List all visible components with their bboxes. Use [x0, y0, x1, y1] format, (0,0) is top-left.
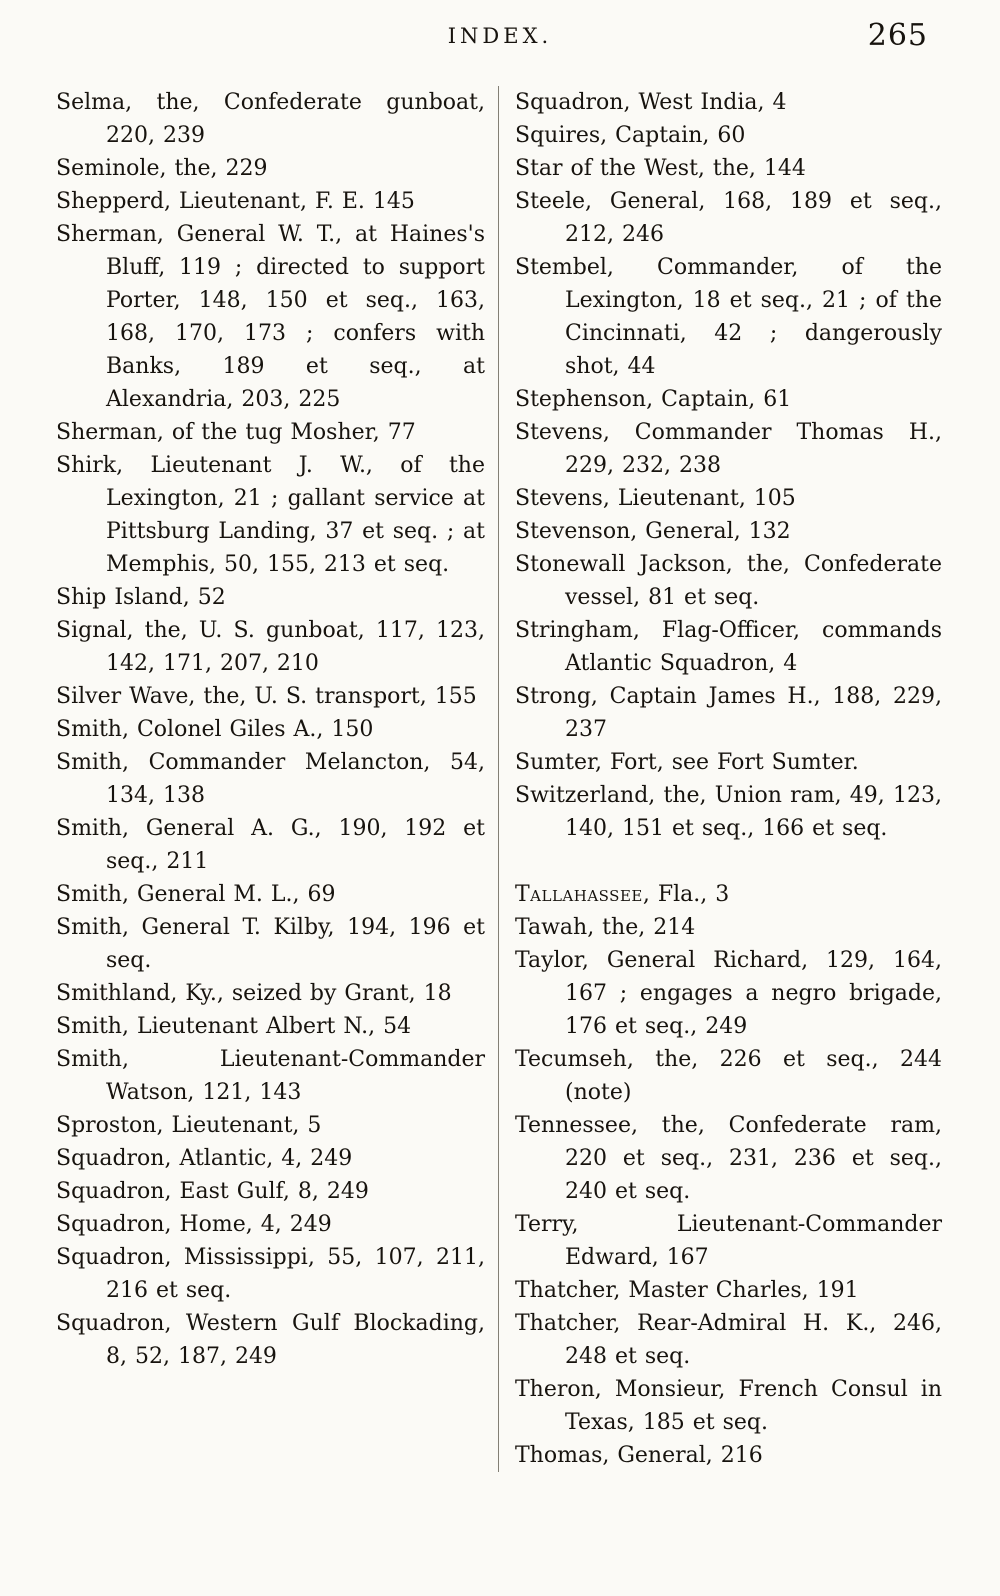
index-entry: Sherman, General W. T., at Haines's Bluff, 119 ; directed to support Porter, 148, 150 et seq., 163, 168, 170, 173 ; confers with Banks, 189 et seq., at Alexandria, 203, 225 [56, 222, 485, 412]
index-entry: Squadron, Atlantic, 4, 249 [56, 1146, 353, 1171]
index-entry: Smith, General A. G., 190, 192 et seq., 211 [56, 816, 485, 874]
index-entry: Signal, the, U. S. gunboat, 117, 123, 142, 171, 207, 210 [56, 618, 485, 676]
index-entry: Tecumseh, the, 226 et seq., 244 (note) [515, 1047, 942, 1105]
index-entry: Smith, Commander Melancton, 54, 134, 138 [56, 750, 485, 808]
index-entry: Thatcher, Rear-Admiral H. K., 246, 248 et seq. [515, 1311, 942, 1369]
index-entry: Theron, Monsieur, French Consul in Texas, 185 et seq. [515, 1377, 942, 1435]
index-column-left [56, 86, 499, 1472]
index-entry: Smith, Lieutenant Albert N., 54 [56, 1014, 412, 1039]
index-column-right [499, 86, 942, 1472]
index-entry: Stonewall Jackson, the, Confederate vessel, 81 et seq. [515, 552, 942, 610]
page-header [0, 18, 1000, 70]
index-entry: Shepperd, Lieutenant, F. E. 145 [56, 189, 415, 214]
index-entry: Squadron, East Gulf, 8, 249 [56, 1179, 369, 1204]
index-entry: Thatcher, Master Charles, 191 [515, 1278, 859, 1303]
index-entry: Tawah, the, 214 [515, 915, 696, 940]
index-entry: Thomas, General, 216 [515, 1443, 763, 1468]
page-title: INDEX. [447, 24, 553, 48]
index-entry: Selma, the, Confederate gunboat, 220, 239 [56, 90, 485, 148]
index-entry-lead: Tallahassee [515, 882, 643, 907]
index-entry: Ship Island, 52 [56, 585, 226, 610]
index-entry: Squires, Captain, 60 [515, 123, 746, 148]
index-entry: Stevenson, General, 132 [515, 519, 791, 544]
index-entry: Sproston, Lieutenant, 5 [56, 1113, 322, 1138]
index-entry: Stevens, Lieutenant, 105 [515, 486, 796, 511]
index-entry: Smith, General T. Kilby, 194, 196 et seq. [56, 915, 485, 973]
index-entry: Squadron, Mississippi, 55, 107, 211, 216 et seq. [56, 1245, 485, 1303]
index-entry: Sherman, of the tug Mosher, 77 [56, 420, 416, 445]
index-entry: Smith, General M. L., 69 [56, 882, 336, 907]
page-number: 265 [867, 18, 928, 53]
index-entry: Star of the West, the, 144 [515, 156, 806, 181]
index-entry: Stevens, Commander Thomas H., 229, 232, 238 [515, 420, 942, 478]
index-entry: Stringham, Flag-Officer, commands Atlantic Squadron, 4 [515, 618, 942, 676]
index-entry: Squadron, Home, 4, 249 [56, 1212, 332, 1237]
index-entry: Tennessee, the, Confederate ram, 220 et seq., 231, 236 et seq., 240 et seq. [515, 1113, 942, 1204]
index-entry: Tallahassee, Fla., 3 [515, 882, 730, 907]
index-entry: Steele, General, 168, 189 et seq., 212, 246 [515, 189, 942, 247]
index-entry: Smith, Lieutenant-Commander Watson, 121, 143 [56, 1047, 485, 1105]
index-entry: Stephenson, Captain, 61 [515, 387, 792, 412]
index-entry: Smith, Colonel Giles A., 150 [56, 717, 374, 742]
index-entry: Terry, Lieutenant-Commander Edward, 167 [515, 1212, 942, 1270]
index-entry: Squadron, West India, 4 [515, 90, 787, 115]
index-columns [0, 70, 1000, 1472]
index-entry: Stembel, Commander, of the Lexington, 18 et seq., 21 ; of the Cincinnati, 42 ; dangerously shot, 44 [515, 255, 942, 379]
index-entry: Shirk, Lieutenant J. W., of the Lexington, 21 ; gallant service at Pittsburg Landing, 37 et seq. ; at Memphis, 50, 155, 213 et seq. [56, 453, 485, 577]
index-entry: Taylor, General Richard, 129, 164, 167 ; engages a negro brigade, 176 et seq., 249 [515, 948, 942, 1039]
index-entry: Squadron, Western Gulf Blockading, 8, 52, 187, 249 [56, 1311, 485, 1369]
index-entry: Switzerland, the, Union ram, 49, 123, 140, 151 et seq., 166 et seq. [515, 783, 942, 841]
index-entry: Strong, Captain James H., 188, 229, 237 [515, 684, 942, 742]
index-entry: Smithland, Ky., seized by Grant, 18 [56, 981, 452, 1006]
index-entry: Seminole, the, 229 [56, 156, 268, 181]
index-entry: Silver Wave, the, U. S. transport, 155 [56, 684, 477, 709]
index-entry: Sumter, Fort, see Fort Sumter. [515, 750, 859, 775]
